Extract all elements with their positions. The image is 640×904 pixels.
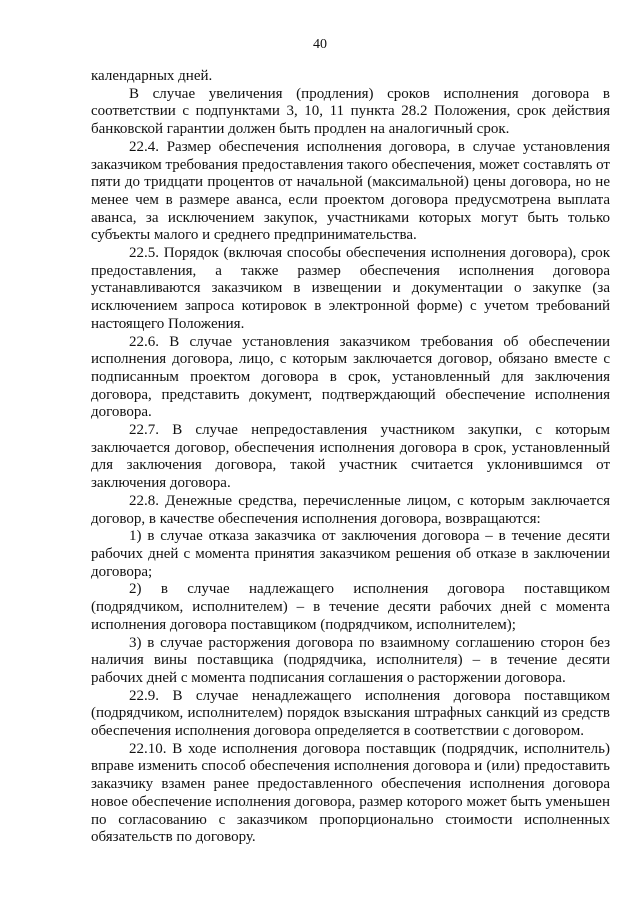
page-number: 40: [313, 37, 327, 52]
paragraph-22-9: 22.9. В случае ненадлежащего исполнения договора поставщиком (подрядчиком, исполнителем) порядок взыскания штрафных санкций из средств обеспечения исполнения договора определяется в соответствии с договором.: [91, 687, 610, 740]
list-item-1: 1) в случае отказа заказчика от заключения договора – в течение десяти рабочих дней с момента принятия заказчиком решения об отказе в заключении договора;: [91, 528, 610, 580]
paragraph-22-7: 22.7. В случае непредоставления участником закупки, с которым заключается договор, обеспечения исполнения договора в срок, установленный для заключения договора, такой участник считается уклонившимся от заключения договора.: [91, 422, 610, 492]
paragraph-22-6: 22.6. В случае установления заказчиком требования об обеспечении исполнения договора, лицо, с которым заключается договор, обязано вместе с подписанным проектом договора в срок, установленный для заключения договора, представить документ, подтверждающий обеспечение исполнения договора.: [91, 333, 610, 421]
paragraph-22-10: 22.10. В ходе исполнения договора поставщик (подрядчик, исполнитель) вправе изменить способ обеспечения исполнения договора и (или) предоставить заказчику взамен ранее предоставленного обеспечения исполнения договора новое обеспечение исполнения договора, размер которого может быть уменьшен по согласованию с заказчиком пропорционально стоимости исполненных обязательств по договору.: [91, 740, 610, 846]
document-body: [91, 68, 610, 847]
paragraph-22-5: 22.5. Порядок (включая способы обеспечения исполнения договора), срок предоставления, а также размер обеспечения исполнения договора устанавливаются заказчиком в извещении и документации о закупке (за исключением запроса котировок в электронной форме) с учетом требований настоящего Положения.: [91, 245, 610, 332]
list-item-2: 2) в случае надлежащего исполнения договора поставщиком (подрядчиком, исполнителем) – в течение десяти рабочих дней с момента исполнения договора поставщиком (подрядчиком, исполнителем);: [91, 581, 610, 633]
list-item-3: 3) в случае расторжения договора по взаимному соглашению сторон без наличия вины поставщика (подрядчика, исполнителя) – в течение десяти рабочих дней с момента подписания соглашения о расторжении договора.: [91, 634, 610, 686]
paragraph-continuation: календарных дней.: [91, 68, 213, 84]
paragraph-22-8: 22.8. Денежные средства, перечисленные лицом, с которым заключается договор, в качестве обеспечения исполнения договора, возвращаются:: [91, 492, 610, 527]
paragraph-guarantee-extension: В случае увеличения (продления) сроков исполнения договора в соответствии с подпунктами 3, 10, 11 пункта 28.2 Положения, срок действия банковской гарантии должен быть продлен на аналогичный срок.: [91, 85, 610, 138]
paragraph-22-4: 22.4. Размер обеспечения исполнения договора, в случае установления заказчиком требования предоставления такого обеспечения, может составлять от пяти до тридцати процентов от начальной (максимальной) цены договора, но не менее чем в размере аванса, если проектом договора предусмотрена выплата аванса, за исключением закупок, участниками которых могут быть только субъекты малого и среднего предпринимательства.: [91, 138, 610, 244]
